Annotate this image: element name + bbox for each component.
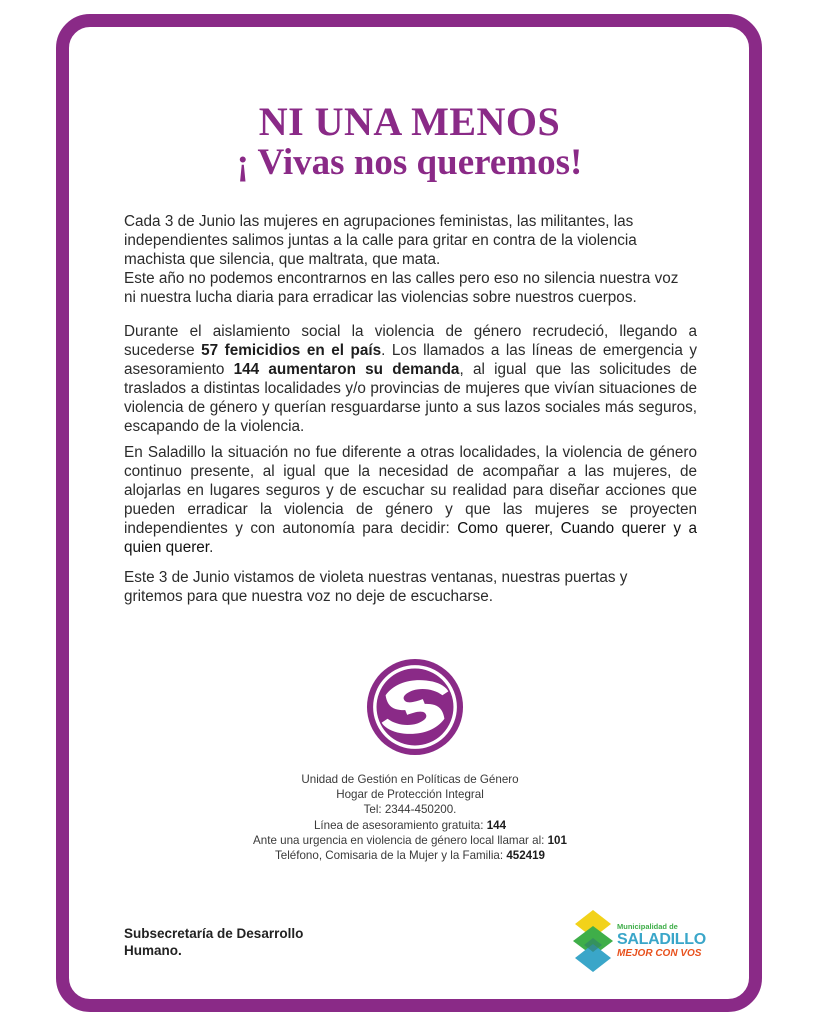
paragraph-line: Este año no podemos encontrarnos en las calles pero eso no silencia nuestra voz bbox=[124, 270, 679, 287]
municipality-name: SALADILLO bbox=[617, 931, 706, 948]
paragraph-intro bbox=[124, 212, 697, 307]
contact-unit: Unidad de Gestión en Políticas de Género bbox=[301, 773, 519, 786]
page-subtitle: ¡ Vivas nos queremos! bbox=[236, 142, 583, 183]
text-run: Durante el aislamiento social la violencia de género recrudeció, llegando a sucederse bbox=[124, 323, 697, 359]
municipality-label: Municipalidad de bbox=[617, 922, 678, 931]
organization-line: Subsecretaría de Desarrollo bbox=[124, 926, 304, 941]
text-run: . bbox=[209, 539, 214, 556]
paragraph-text bbox=[124, 322, 697, 436]
text-run: . Los llamados a las líneas de emergencia y asesoramiento bbox=[124, 342, 698, 378]
paragraph-line: machista que silencia, que maltrata, que mata. bbox=[124, 251, 441, 268]
contact-info bbox=[220, 772, 600, 863]
text-run: En Saladillo la situación no fue diferente a otras localidades, la violencia de género continuo presente, al igual que la necesidad de acompañar a las mujeres, de alojarlas en lugares seguros y de escuchar su realidad para diseñar acciones que pueden erradicar la violencia de género y que las mujeres se proyecten independientes y con autonomía para decidir: bbox=[124, 444, 697, 537]
saladillo-diamond-logo bbox=[569, 908, 617, 974]
page-title: NI UNA MENOS bbox=[258, 99, 561, 144]
paragraph-line: gritemos para que nuestra voz no deje de escucharse. bbox=[124, 588, 494, 605]
motto-highlight: Como querer, Cuando querer y a quien querer bbox=[124, 520, 698, 556]
paragraph-saladillo bbox=[124, 443, 697, 557]
contact-phone: Tel: 2344-450200. bbox=[363, 803, 457, 817]
contact-home: Hogar de Protección Integral bbox=[336, 788, 484, 802]
municipality-logo bbox=[569, 908, 709, 974]
paragraph-line: Este 3 de Junio vistamos de violeta nuestras ventanas, nuestras puertas y bbox=[124, 569, 628, 586]
organization-line: Humano. bbox=[124, 943, 182, 958]
femicides-highlight: 57 femicidios en el país bbox=[201, 342, 382, 359]
paragraph-call-to-action bbox=[124, 568, 697, 606]
contact-emergency bbox=[220, 833, 600, 848]
contact-label: Línea de asesoramiento gratuita: bbox=[313, 818, 487, 832]
contact-free-line bbox=[220, 818, 600, 833]
paragraph-line: independientes salimos juntas a la calle para gritar en contra de la violencia bbox=[124, 232, 637, 249]
municipality-slogan: MEJOR CON VOS bbox=[617, 948, 702, 959]
text-run: , al igual que las solicitudes de traslados a distintas localidades y/o provincias de mujeres que vivían situaciones de violencia de género y querían resguardarse junto a sus lazos sociales más seguros, escapando de la violencia. bbox=[124, 361, 697, 435]
contact-police bbox=[220, 848, 600, 863]
organization-name bbox=[124, 925, 303, 959]
paragraph-line: ni nuestra lucha diaria para erradicar las violencias sobre nuestros cuerpos. bbox=[124, 289, 637, 306]
hands-protecting-icon bbox=[366, 658, 464, 756]
paragraph-text bbox=[124, 443, 697, 557]
contact-label: Ante una urgencia en violencia de género local llamar al: bbox=[253, 833, 548, 847]
contact-label: Teléfono, Comisaria de la Mujer y la Familia: bbox=[274, 849, 507, 863]
contact-number: 144 bbox=[486, 818, 507, 832]
contact-number: 101 bbox=[547, 833, 567, 847]
contact-number: 452419 bbox=[506, 849, 545, 863]
paragraph-statistics bbox=[124, 322, 697, 436]
demand-highlight: 144 aumentaron su demanda bbox=[233, 361, 460, 378]
paragraph-line: Cada 3 de Junio las mujeres en agrupaciones feministas, las militantes, las bbox=[124, 213, 634, 230]
